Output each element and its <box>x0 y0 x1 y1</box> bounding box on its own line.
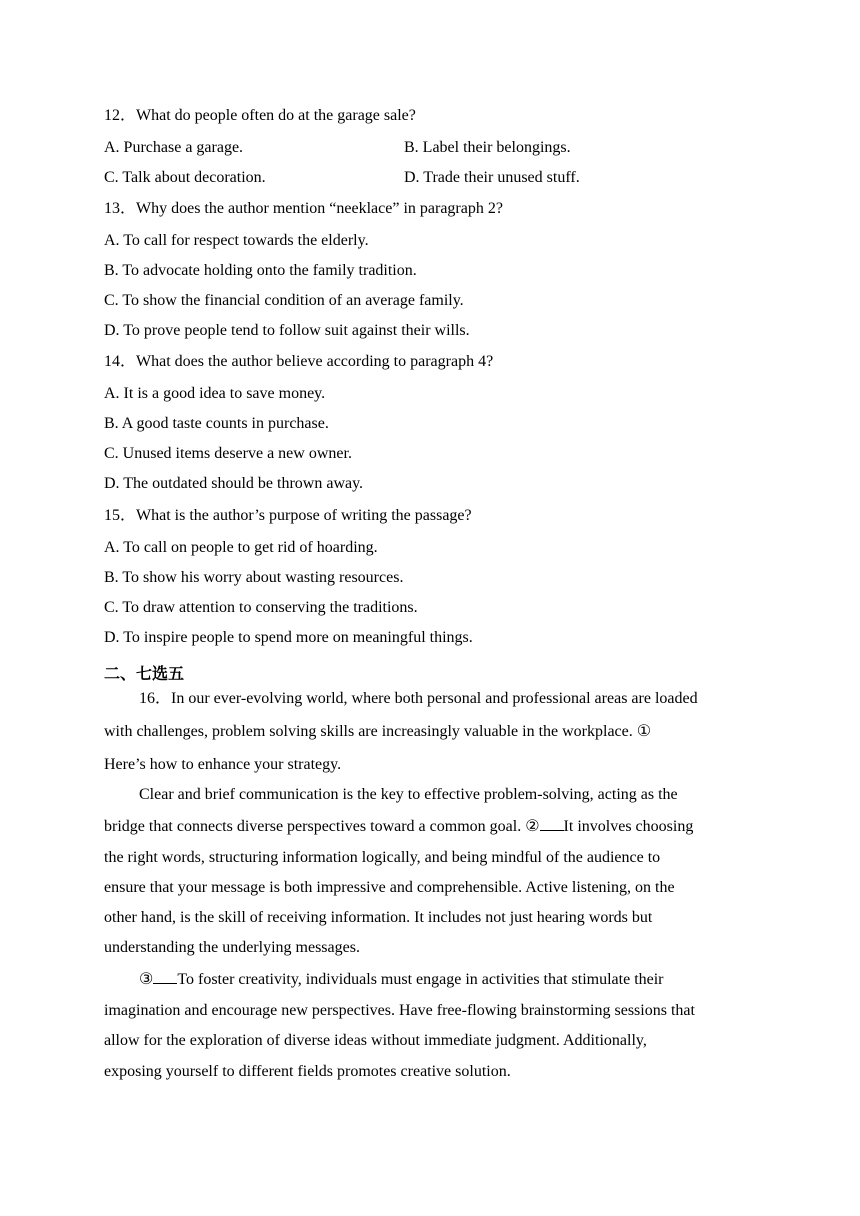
question-14-option-d: D. The outdated should be thrown away. <box>104 475 364 492</box>
question-15-stem: 15．What is the author’s purpose of writing the passage? <box>104 507 472 524</box>
question-15-option-d: D. To inspire people to spend more on meaningful things. <box>104 629 473 646</box>
question-13-stem: 13．Why does the author mention “neeklace” in paragraph 2? <box>104 200 503 217</box>
question-12-option-a: A. Purchase a garage. <box>104 139 244 156</box>
paragraph-2-line: the right words, structuring information logically, and being mindful of the audience to <box>104 849 661 866</box>
section-heading: 二、七选五 <box>104 664 185 683</box>
paragraph-3-text: ③ <box>139 971 154 988</box>
paragraph-1-line: 16．In our ever-evolving world, where both personal and professional areas are loaded <box>139 690 698 707</box>
question-14-option-c: C. Unused items deserve a new owner. <box>104 445 352 462</box>
paragraph-2-line: ensure that your message is both impressive and comprehensible. Active listening, on the <box>104 879 675 896</box>
paragraph-3-line: exposing yourself to different fields promotes creative solution. <box>104 1063 511 1080</box>
question-12-stem: 12．What do people often do at the garage sale? <box>104 107 416 124</box>
question-13-option-b: B. To advocate holding onto the family tradition. <box>104 262 417 279</box>
answer-blank-3 <box>153 969 177 984</box>
paragraph-3-text: To foster creativity, individuals must engage in activities that stimulate their <box>177 971 664 988</box>
question-14-option-a: A. It is a good idea to save money. <box>104 385 326 402</box>
answer-blank-2 <box>540 816 564 831</box>
paragraph-3-line: imagination and encourage new perspectives. Have free-flowing brainstorming sessions that <box>104 1002 695 1019</box>
question-14-stem: 14．What does the author believe according to paragraph 4? <box>104 353 494 370</box>
question-15-option-a: A. To call on people to get rid of hoarding. <box>104 539 378 556</box>
paragraph-2-line: understanding the underlying messages. <box>104 939 360 956</box>
paragraph-1-line: Here’s how to enhance your strategy. <box>104 756 342 773</box>
question-14-option-b: B. A good taste counts in purchase. <box>104 415 329 432</box>
paragraph-3-line: allow for the exploration of diverse ideas without immediate judgment. Additionally, <box>104 1032 647 1049</box>
question-12-option-c: C. Talk about decoration. <box>104 169 266 186</box>
paragraph-3-line <box>139 969 664 990</box>
question-13-option-c: C. To show the financial condition of an average family. <box>104 292 464 309</box>
paragraph-2-text: It involves choosing <box>563 818 694 835</box>
paragraph-2-line: other hand, is the skill of receiving information. It includes not just hearing words but <box>104 909 653 926</box>
question-13-option-a: A. To call for respect towards the elderly. <box>104 232 369 249</box>
question-12-option-d: D. Trade their unused stuff. <box>404 169 580 186</box>
question-15-option-c: C. To draw attention to conserving the traditions. <box>104 599 418 616</box>
paragraph-1-line: with challenges, problem solving skills are increasingly valuable in the workplace. ① <box>104 723 652 740</box>
paragraph-2-line: Clear and brief communication is the key to effective problem-solving, acting as the <box>139 786 678 803</box>
question-13-option-d: D. To prove people tend to follow suit against their wills. <box>104 322 470 339</box>
paragraph-2-text: bridge that connects diverse perspectives toward a common goal. ② <box>104 818 540 835</box>
paragraph-2-line <box>104 816 693 837</box>
question-15-option-b: B. To show his worry about wasting resources. <box>104 569 404 586</box>
question-12-option-b: B. Label their belongings. <box>404 139 571 156</box>
